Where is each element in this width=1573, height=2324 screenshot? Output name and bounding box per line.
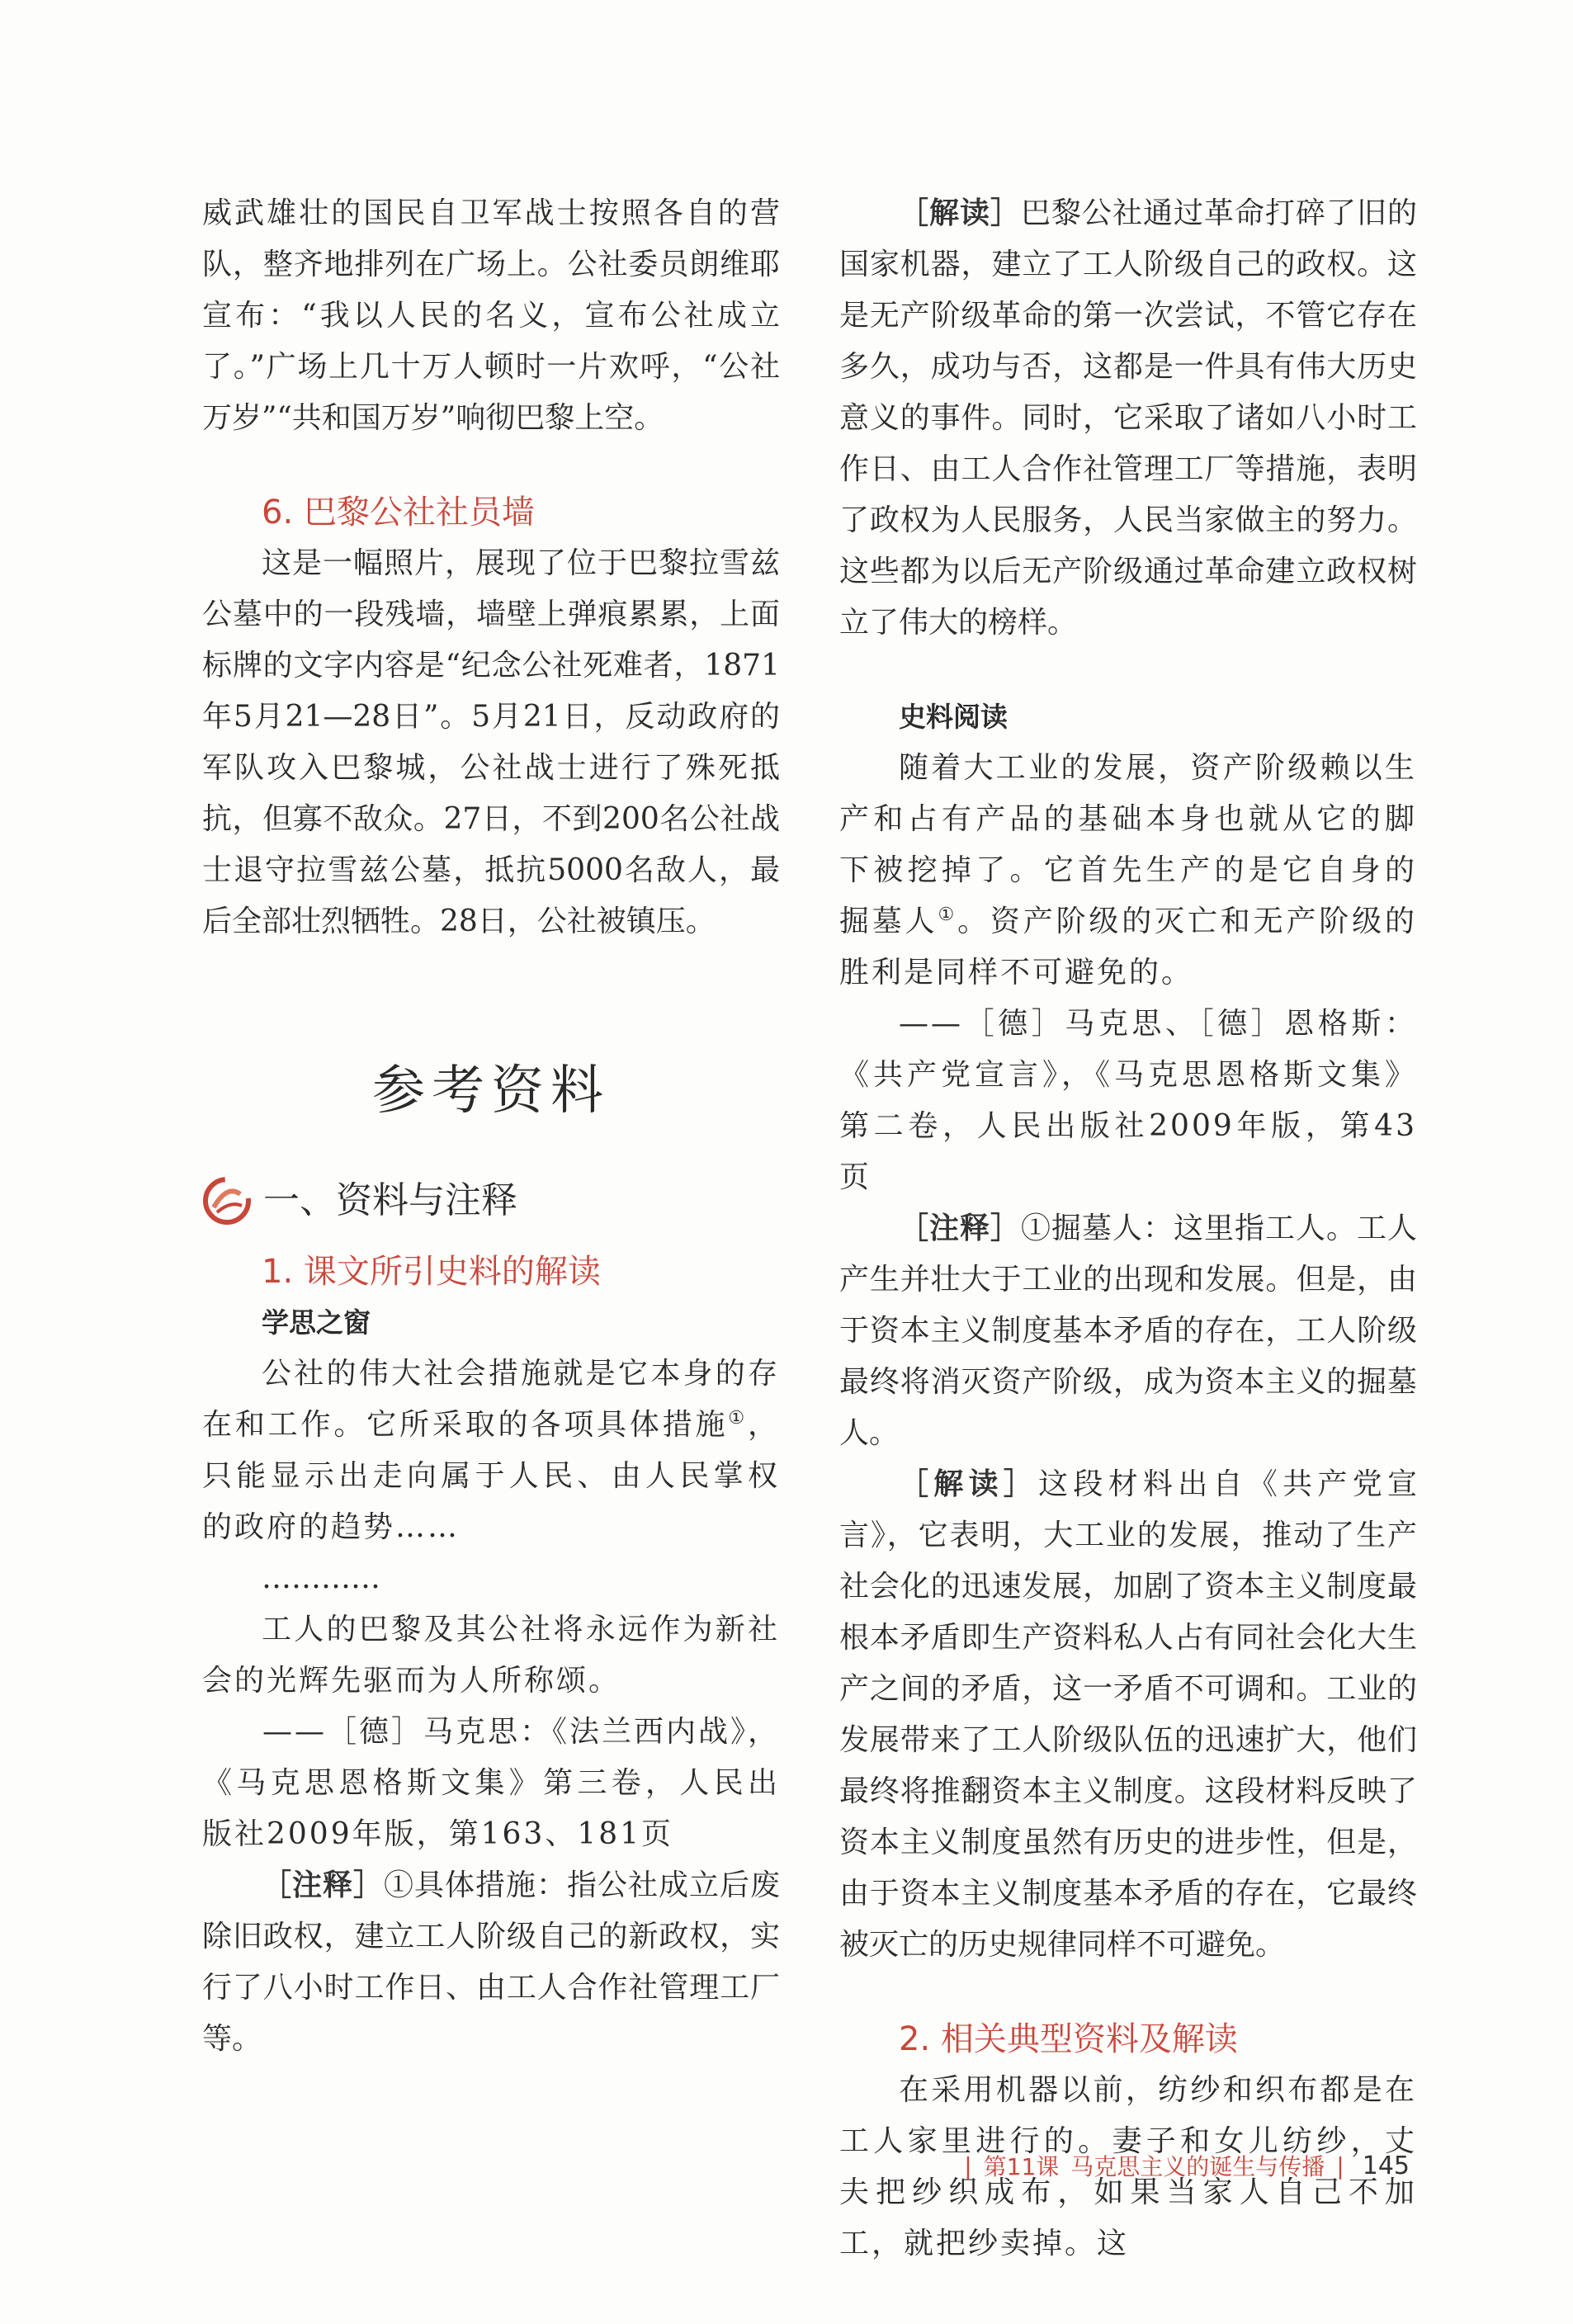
page-number: 145 [1362,2151,1410,2180]
note-tag: ［注释］ [899,1212,1021,1245]
quote-text-a: 公社的伟大社会措施就是它本身的存在和工作。它所采取的各项具体措施 [202,1357,780,1442]
page-footer [964,2149,1410,2182]
source-line-2: 《马克思恩格斯文集》第三卷，人民出版社2009年版，第163、181页 [202,1766,780,1851]
quote-before-machines: 在采用机器以前，纺纱和织布都是在工人家里进行的。妻子和女儿纺纱，丈夫把纱织成布，如果当家人自己不加工，就把纱卖掉。这 [839,2073,1417,2260]
right-column [839,188,1417,2270]
subheading-learning-window: 学思之窗 [262,1306,371,1339]
heading-related-sources: 2. 相关典型资料及解读 [899,2020,1238,2058]
note-tag: ［注释］ [262,1868,384,1902]
footer-lesson: 第11课 [983,2153,1060,2180]
section-heading-text: 一、资料与注释 [263,1179,517,1221]
ellipsis-line: ………… [262,1561,380,1595]
quote-manifesto [839,743,1417,999]
source-line-1: ——［德］马克思：《法兰西内战》， [262,1715,780,1749]
paragraph-commune-proclaimed: 威武雄壮的国民自卫军战士按照各自的营队，整齐地排列在广场上。公社委员朗维耶宣布：“我以人民的名义，宣布公社成立了。”广场上几十万人顿时一片欢呼，“公社万岁”“共和国万岁”响彻巴黎上空。 [202,196,780,435]
note-text: ①掘墓人：这里指工人。工人产生并壮大于工业的出现和发展。但是，由于资本主义制度基本矛盾的存在，工人阶级最终将消灭资产阶级，成为资本主义的掘墓人。 [839,1212,1417,1450]
quote-text-b: ，只能显示出走向属于人民、由人民掌权的政府的趋势…… [202,1408,780,1544]
quote-text-a: 随着大工业的发展，资产阶级赖以生产和占有产品的基础本身也就从它的脚下被挖掉了。它首先生产的是它自身的掘墓人 [839,751,1417,938]
quote-text-b: 。资产阶级的灭亡和无产阶级的胜利是同样不可避免的。 [839,905,1417,990]
heading-source-interpretation: 1. 课文所引史料的解读 [262,1253,601,1291]
footer-title: 马克思主义的诞生与传播 [1070,2153,1325,2180]
interpretation-text: 这段材料出自《共产党宣言》，它表明，大工业的发展，推动了生产社会化的迅速发展，加剧了资本主义制度最根本矛盾即生产资料私人占有同社会化大生产之间的矛盾，这一矛盾不可调和。工业的发展带来了工人阶级队伍的迅速扩大，他们最终将推翻资本主义制度。这段材料反映了资本主义制度虽然有历史的进步性，但是，由于资本主义制度基本矛盾的存在，它最终被灭亡的历史规律同样不可避免。 [839,1467,1417,1962]
footer-divider-right: | [1336,2152,1344,2180]
page-title: 参考资料 [372,1060,610,1122]
left-column [202,188,780,2065]
heading-communards-wall: 6. 巴黎公社社员墙 [262,494,535,531]
section-swirl-icon [202,1176,252,1226]
footnote-marker: ① [728,1408,748,1429]
footer-divider-left: | [964,2152,972,2180]
note-paragraph [839,1203,1417,1459]
interpretation-paragraph-1 [839,188,1417,649]
footnote-marker: ① [938,905,958,925]
quote-workers-paris: 工人的巴黎及其公社将永远作为新社会的光辉先驱而为人所称颂。 [202,1613,780,1698]
interpretation-tag: ［解读］ [899,196,1021,230]
interpretation-text: 巴黎公社通过革命打碎了旧的国家机器，建立了工人阶级自己的政权。这是无产阶级革命的第一次尝试，不管它存在多久，成功与否，这都是一件具有伟大历史意义的事件。同时，它采取了诸如八小时工作日、由工人合作社管理工厂等措施，表明了政权为人民服务，人民当家做主的努力。这些都为以后无产阶级通过革命建立政权树立了伟大的榜样。 [839,196,1417,640]
interpretation-tag: ［解读］ [899,1467,1039,1501]
subheading-source-reading: 史料阅读 [899,701,1008,733]
note-paragraph [202,1860,780,2065]
interpretation-paragraph-2 [839,1459,1417,1971]
quote-commune-measures [202,1349,780,1553]
note-text: ①具体措施：指公社成立后废除旧政权，建立工人阶级自己的新政权，实行了八小时工作日、由工人合作社管理工厂等。 [202,1868,780,2056]
source-manifesto: ——［德］马克思、［德］恩格斯：《共产党宣言》，《马克思恩格斯文集》第二卷，人民出版社2009年版，第43页 [839,1007,1417,1194]
paragraph-wall-photo: 这是一幅照片，展现了位于巴黎拉雪兹公墓中的一段残墙，墙壁上弹痕累累，上面标牌的文字内容是“纪念公社死难者，1871年5月21—28日”。5月21日，反动政府的军队攻入巴黎城，公社战士进行了殊死抵抗，但寡不敌众。27日，不到200名公社战士退守拉雪兹公墓，抵抗5000名敌人，最后全部壮烈牺牲。28日，公社被镇压。 [202,546,780,938]
section-heading [202,1175,780,1226]
